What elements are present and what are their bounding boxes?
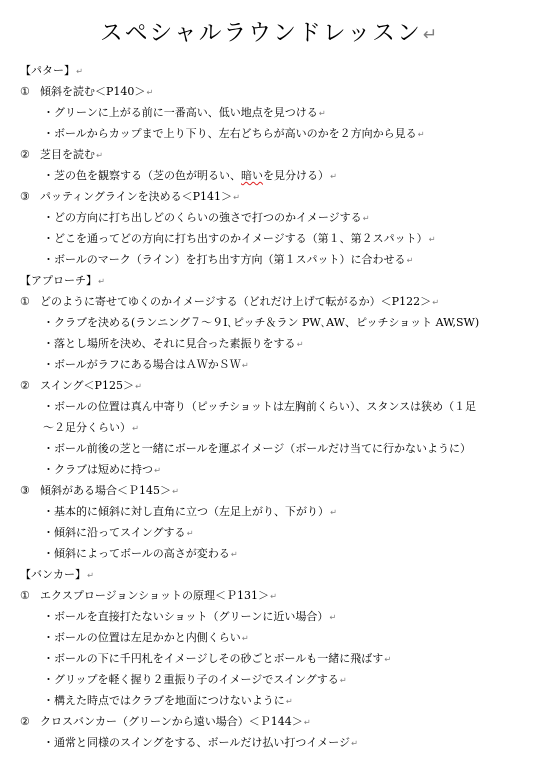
list-item: ・ボールからカップまで上り下り、左右どちらが高いのかを２方向から見る↵ xyxy=(43,127,425,140)
list-item: ・通常と同様のスイングをする、ボールだけ払い打つイメージ↵ xyxy=(43,736,358,749)
return-mark-icon: ↵ xyxy=(417,129,425,139)
return-mark-icon: ↵ xyxy=(154,465,161,475)
return-mark-icon: ↵ xyxy=(76,66,83,76)
list-item: ・どの方向に打ち出しどのくらいの強さで打つのかイメージする↵ xyxy=(43,211,370,224)
list-item: ・ボールを直接打たないショット（グリーンに近い場合）↵ xyxy=(43,610,337,623)
return-mark-icon: ↵ xyxy=(318,108,326,118)
return-mark-icon: ↵ xyxy=(432,297,439,307)
return-mark-icon: ↵ xyxy=(96,150,103,160)
return-mark-icon: ↵ xyxy=(285,696,293,706)
return-mark-icon: ↵ xyxy=(422,25,440,45)
return-mark-icon: ↵ xyxy=(296,339,304,349)
return-mark-icon: ↵ xyxy=(329,612,337,622)
list-item: ・基本的に傾斜に対し直角に立つ（左足上がり、下がり）↵ xyxy=(43,505,337,518)
list-item: ・ボール前後の芝と一緒にボールを運ぶイメージ（ボールだけ当てに行かないように） xyxy=(43,442,472,455)
list-item-continuation: ～２足分くらい）↵ xyxy=(43,421,139,434)
list-item: ・クラブは短めに持つ↵ xyxy=(43,463,161,476)
list-item: ・ボールがラフにある場合はＡＷかＳＷ↵ xyxy=(43,358,249,371)
list-item: ・グリーンに上がる前に一番高い、低い地点を見つける↵ xyxy=(43,106,326,119)
spellcheck-underlined-word[interactable]: 暗い xyxy=(241,169,263,182)
list-item: ・ボールの下に千円札をイメージしその砂ごとボールも一緒に飛ばす↵ xyxy=(43,652,392,665)
return-mark-icon: ↵ xyxy=(241,360,249,370)
return-mark-icon: ↵ xyxy=(132,423,139,433)
page-title xyxy=(2,14,537,47)
return-mark-icon: ↵ xyxy=(330,171,337,181)
return-mark-icon: ↵ xyxy=(87,570,94,580)
return-mark-icon: ↵ xyxy=(384,654,392,664)
return-mark-icon: ↵ xyxy=(330,507,337,517)
list-item: ① 傾斜を読む＜P140＞↵ xyxy=(20,85,154,98)
section-heading-approach: 【アプローチ】↵ xyxy=(20,274,105,287)
return-mark-icon: ↵ xyxy=(146,87,154,97)
list-item: ③ パッティングラインを決める＜P141＞↵ xyxy=(20,190,240,203)
list-item: ・落とし場所を決め、それに見合った素振りをする↵ xyxy=(43,337,304,350)
list-item: ・ボールの位置は左足かかと内側くらい↵ xyxy=(43,631,249,644)
return-mark-icon: ↵ xyxy=(98,276,105,286)
list-item: ・ボールの位置は真ん中寄り（ピッチショットは左胸前くらい）、スタンスは狭め（１足 xyxy=(43,400,477,413)
list-item: ① エクスプロージョンショットの原理＜Ｐ131＞↵ xyxy=(20,589,277,602)
list-item: ・傾斜に沿ってスイングする↵ xyxy=(43,526,194,539)
return-mark-icon: ↵ xyxy=(230,549,238,559)
list-item: ② 芝目を読む↵ xyxy=(20,148,103,161)
return-mark-icon: ↵ xyxy=(362,213,370,223)
list-item: ・ボールのマーク（ライン）を打ち出す方向（第１スパット）に合わせる↵ xyxy=(43,253,414,266)
return-mark-icon: ↵ xyxy=(351,738,358,748)
return-mark-icon: ↵ xyxy=(232,192,240,202)
list-item: ② クロスバンカー（グリーンから遠い場合）＜Ｐ144＞↵ xyxy=(20,715,311,728)
return-mark-icon: ↵ xyxy=(406,255,414,265)
title-text: スペシャルラウンドレッスン xyxy=(99,20,422,46)
list-item: ① どのように寄せてゆくのかイメージする（どれだけ上げて転がるか）＜P122＞↵ xyxy=(20,295,439,308)
list-item: ・どこを通ってどの方向に打ち出すのかイメージする（第１、第２スパット）↵ xyxy=(43,232,436,245)
return-mark-icon: ↵ xyxy=(186,528,194,538)
return-mark-icon: ↵ xyxy=(339,675,347,685)
section-heading-putter: 【パター】↵ xyxy=(20,64,83,77)
list-item: ・グリップを軽く握り２重振り子のイメージでスイングする↵ xyxy=(43,673,347,686)
list-item: ・傾斜によってボールの高さが変わる↵ xyxy=(43,547,238,560)
return-mark-icon: ↵ xyxy=(428,234,436,244)
list-item: ② スイング＜P125＞↵ xyxy=(20,379,142,392)
return-mark-icon: ↵ xyxy=(303,717,311,727)
return-mark-icon: ↵ xyxy=(172,486,179,496)
list-item: ・芝の色を観察する（芝の色が明るい、暗いを見分ける）↵ xyxy=(43,169,337,182)
list-item: ・構えた時点ではクラブを地面につけないように↵ xyxy=(43,694,293,707)
list-item: ③ 傾斜がある場合＜Ｐ145＞↵ xyxy=(20,484,179,497)
return-mark-icon: ↵ xyxy=(269,591,277,601)
section-heading-bunker: 【バンカー】↵ xyxy=(20,568,94,581)
return-mark-icon: ↵ xyxy=(241,633,249,643)
return-mark-icon: ↵ xyxy=(134,381,142,391)
list-item: ・クラブを決める(ランニング７～９I､ピッチ＆ラン PW､AW、ピッチショット AW,SW) xyxy=(43,316,480,329)
